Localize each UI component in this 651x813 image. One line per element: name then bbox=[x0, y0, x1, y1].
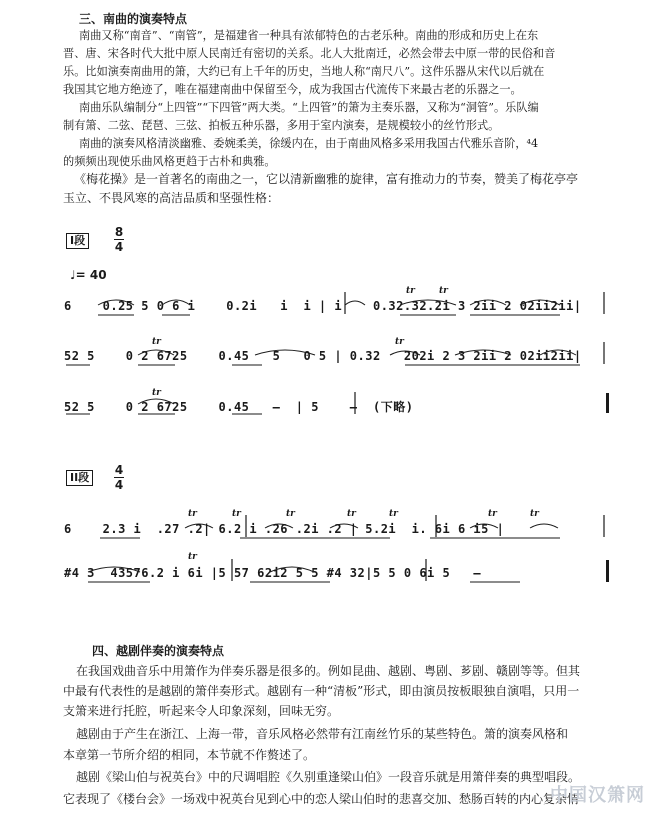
section4-para2-line1: 越剧由于产生在浙江、上海一带，音乐风格必然带有江南丝竹乐的某些特色。箫的演奏风格和 bbox=[76, 727, 569, 741]
trill-mark: tr bbox=[530, 509, 539, 519]
score1-meter-top: 8 bbox=[114, 225, 124, 239]
trill-mark: tr bbox=[439, 286, 448, 296]
trill-mark: tr bbox=[152, 388, 161, 398]
watermark-logo: 中国汉箫网 bbox=[550, 785, 645, 806]
score2-line1: 6 2.3 i .27 .2| 6.2 i .26 .2i .2 | 5.2i i. 6i 6 i5 | bbox=[64, 522, 505, 536]
trill-mark: tr bbox=[232, 509, 241, 519]
section3-para1-line3: 乐。比如演奏南曲用的箫，大约已有上千年的历史，当地人称“南尺八”。这件乐器从宋代以后就在 bbox=[63, 65, 545, 78]
trill-mark: tr bbox=[188, 552, 197, 562]
section3-para1-line4: 我国其它地方绝迹了，唯在福建南曲中保留至今，成为我国古代流传下来最古老的乐器之一。 bbox=[63, 83, 522, 96]
section3-para4-line1: 《梅花操》是一首著名的南曲之一，它以清新幽雅的旋律，富有推动力的节奏，赞美了梅花亭亭 bbox=[74, 172, 579, 186]
section3-para3-line1: 南曲的演奏风格清淡幽雅、委婉柔美，徐缓内在，由于南曲风格多采用我国古代雅乐音阶，⁴4 bbox=[79, 137, 539, 150]
section4-para3-line1: 越剧《梁山伯与祝英台》中的尺调唱腔《久别重逢梁山伯》一段音乐就是用箫伴奏的典型唱段。 bbox=[76, 770, 581, 784]
score1-label: I段 bbox=[66, 233, 89, 249]
score2-meter-top: 4 bbox=[114, 463, 124, 477]
section3-para4-line2: 玉立、不畏风寒的高洁品质和坚强性格： bbox=[63, 191, 280, 205]
trill-mark: tr bbox=[152, 337, 161, 347]
score2-meter-bottom: 4 bbox=[114, 478, 124, 492]
trill-mark: tr bbox=[395, 337, 404, 347]
section4-para1-line1: 在我国戏曲音乐中用箫作为伴奏乐器是很多的。例如昆曲、越剧、粤剧、芗剧、赣剧等等。但其 bbox=[76, 664, 581, 678]
section3-para2-line1: 南曲乐队编制分“上四管”“下四管”两大类。“上四管”的箫为主奏乐器，又称为“洞管”。乐队编 bbox=[79, 101, 539, 114]
section3-para1-line2: 晋、唐、宋各时代大批中原人民南迁有密切的关系。北人大批南迁，必然会带去中原一带的民俗和音 bbox=[63, 47, 556, 60]
trill-mark: tr bbox=[488, 509, 497, 519]
trill-mark: tr bbox=[188, 509, 197, 519]
section3-para2-line2: 制有箫、二弦、琵琶、三弦、拍板五种乐器，多用于室内演奏，是规模较小的丝竹形式。 bbox=[63, 119, 500, 132]
section3-para1-line1: 南曲又称“南音”、“南管”，是福建省一种具有浓郁特色的古老乐种。南曲的形成和历史上在东 bbox=[79, 29, 539, 42]
section4-heading: 四、越剧伴奏的演奏特点 bbox=[92, 644, 225, 658]
score1-tempo: ♩= 40 bbox=[70, 268, 107, 282]
section4-para2-line2: 本章第一节所介绍的相同，本节就不作赘述了。 bbox=[63, 748, 316, 762]
score1-line1: 6 0.25 5 0 6 i 0.2i i i | i 0.32.32.2i 3 2ii 2 02ii2ii| bbox=[64, 299, 582, 313]
score2-label: II段 bbox=[66, 470, 93, 486]
section4-para3-line2: 它表现了《楼台会》一场戏中祝英台见到心中的恋人梁山伯时的悲喜交加、愁肠百转的内心复杂情 bbox=[63, 792, 580, 806]
section3-heading: 三、南曲的演奏特点 bbox=[79, 12, 188, 26]
score1-line3: 52 5 0 2 6725 0.45 — | 5 — (下略) bbox=[64, 400, 414, 414]
score1-meter-bottom: 4 bbox=[114, 240, 124, 254]
score1-line2: 52 5 0 2 6725 0.45 5 0 5 | 0.32 202i 2 3 2ii 2 02ii2ii| bbox=[64, 349, 582, 363]
section3-para3-line2: 的频频出现使乐曲风格更趋于古朴和典雅。 bbox=[63, 155, 276, 168]
trill-mark: tr bbox=[286, 509, 295, 519]
section4-para1-line2: 中最有代表性的是越剧的箫伴奏形式。越剧有一种“清板”形式，即由演员按板眼独自演唱，只用一 bbox=[63, 684, 580, 698]
trill-mark: tr bbox=[389, 509, 398, 519]
trill-mark: tr bbox=[406, 286, 415, 296]
trill-mark: tr bbox=[347, 509, 356, 519]
score2-line2: #4 3 43576.2 i 6i |5 57 62i2 5 5 #4 32|5 5 0 6i 5 — bbox=[64, 566, 489, 580]
section4-para1-line3: 支箫来进行托腔，听起来令人印象深刻，回味无穷。 bbox=[63, 704, 340, 718]
